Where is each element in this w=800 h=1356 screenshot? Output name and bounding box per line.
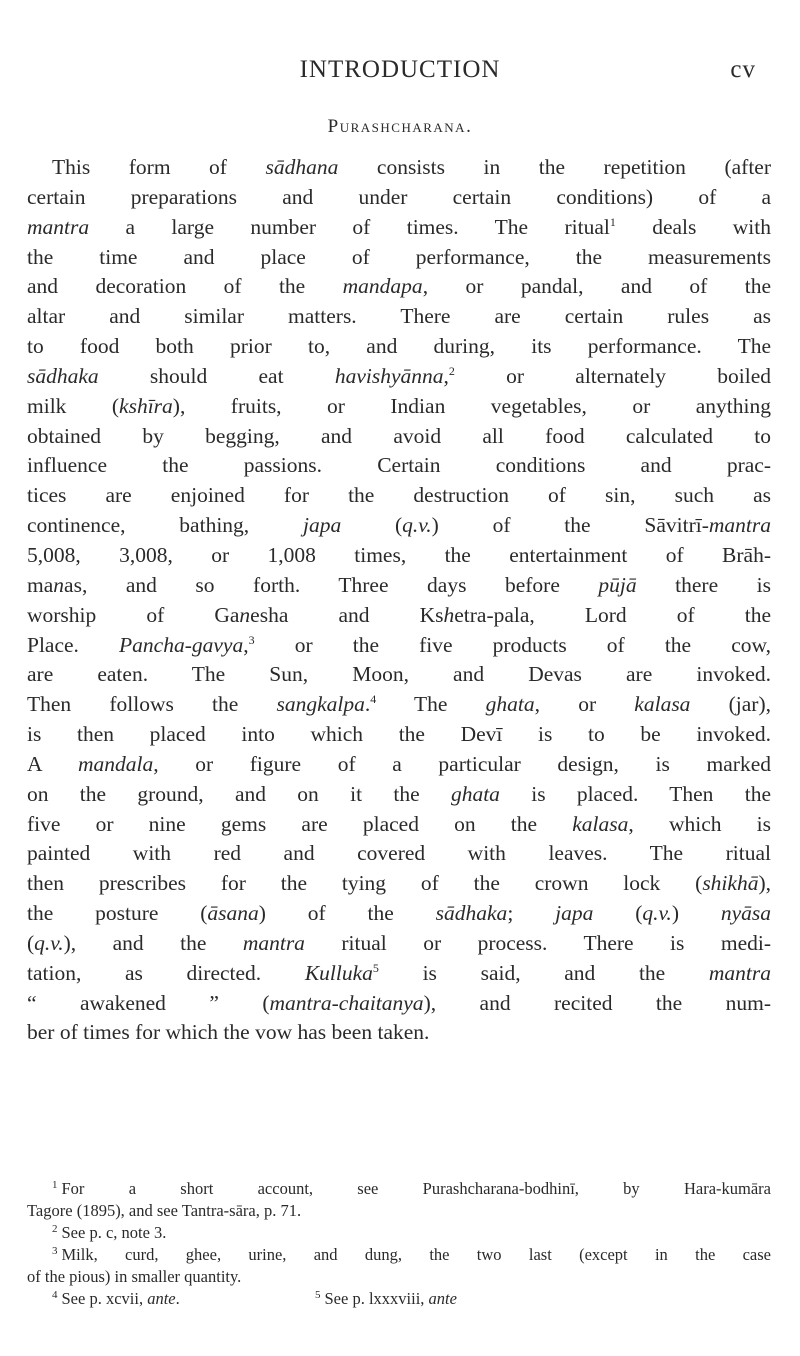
text-line: obtained by begging, and avoid all food calculated to	[27, 423, 771, 448]
text-line: the time and place of performance, the measurements	[27, 244, 771, 269]
text-line: mantra a large number of times. The ritual$^1$ deals with	[27, 214, 771, 239]
footnote-number: 1	[52, 1179, 58, 1191]
text-line: to food both prior to, and during, its performance. The	[27, 334, 771, 359]
text-line: on the ground, and on it the ghata is placed. Then the	[27, 781, 772, 806]
footnotes	[27, 1178, 771, 1310]
footnote-number: 3	[52, 1245, 58, 1257]
footnote-text: Milk, curd, ghee, urine, and dung, the two last (except in the case	[61, 1245, 771, 1264]
text-line: Then follows the sangkalpa.$^4$ The ghata, or kalasa (jar),	[27, 692, 771, 717]
body-paragraph	[27, 153, 771, 1048]
text-line: “ awakened ” (mantra-chaitanya), and recited the num-	[27, 990, 771, 1015]
text-line: worship of Ganesha and Kshetra-pala, Lord of the	[27, 602, 772, 627]
text-line: (q.v.), and the mantra ritual or process. There is medi-	[27, 930, 771, 955]
footnote-1-continued: Tagore (1895), and see Tantra-sāra, p. 71.	[27, 1201, 302, 1220]
text-line: continence, bathing, japa (q.v.) of the Sāvitrī-mantra	[27, 513, 771, 538]
text-line: Place. Pancha-gavya,$^3$ or the five products of the cow,	[27, 632, 771, 657]
text-line: A mandala, or figure of a particular design, is marked	[27, 751, 771, 776]
page-number: cv	[730, 56, 756, 83]
text-line: are eaten. The Sun, Moon, and Devas are invoked.	[27, 662, 771, 687]
text-line: five or nine gems are placed on the kalasa, which is	[27, 811, 771, 836]
text-line: This form of sādhana consists in the repetition (after	[52, 155, 771, 179]
footnote-2	[27, 1222, 771, 1244]
text-line: 5,008, 3,008, or 1,008 times, the entertainment of Brāh-	[27, 542, 771, 567]
footnote-1	[27, 1178, 771, 1200]
footnote-number: 2	[52, 1223, 58, 1235]
footnote-5	[315, 1288, 457, 1310]
footnote-3-continued: of the pious) in smaller quantity.	[27, 1267, 242, 1286]
text-line: altar and similar matters. There are certain rules as	[27, 304, 771, 329]
footnote-number: 4	[52, 1289, 58, 1301]
footnote-text: See p. xcvii, ante.	[61, 1289, 180, 1308]
text-line: then prescribes for the tying of the crown lock (shikhā),	[27, 871, 771, 896]
footnote-number: 5	[315, 1289, 321, 1301]
footnotes-4-5	[27, 1288, 771, 1310]
footnote-text: For a short account, see Purashcharana-bodhinī, by Hara-kumāra	[61, 1179, 771, 1198]
text-line: and decoration of the mandapa, or pandal, and of the	[27, 274, 772, 299]
footnote-text: See p. c, note 3.	[61, 1223, 167, 1242]
text-line: the posture (āsana) of the sādhaka; japa (q.v.) nyāsa	[27, 901, 771, 926]
text-line: certain preparations and under certain conditions) of a	[27, 184, 771, 209]
footnote-text: See p. lxxxviii, ante	[324, 1289, 457, 1308]
text-line: tation, as directed. Kulluka$^5$ is said, and the mantra	[27, 960, 771, 985]
text-line: manas, and so forth. Three days before pūjā there is	[27, 572, 772, 597]
text-line: sādhaka should eat havishyānna,$^2$ or alternately boiled	[27, 363, 772, 388]
footnote-3	[27, 1244, 771, 1266]
text-line: painted with red and covered with leaves. The ritual	[27, 841, 771, 866]
text-line: influence the passions. Certain conditions and prac-	[27, 453, 771, 478]
section-heading: Purashcharana.	[327, 116, 473, 137]
running-title: INTRODUCTION	[299, 56, 501, 83]
text-line: milk (kshīra), fruits, or Indian vegetables, or anything	[27, 393, 771, 418]
text-line: ber of times for which the vow has been taken.	[27, 1020, 430, 1045]
text-line: is then placed into which the Devī is to be invoked.	[27, 722, 771, 747]
footnote-4	[27, 1288, 315, 1310]
text-line: tices are enjoined for the destruction of sin, such as	[27, 483, 771, 508]
running-head	[0, 56, 800, 92]
